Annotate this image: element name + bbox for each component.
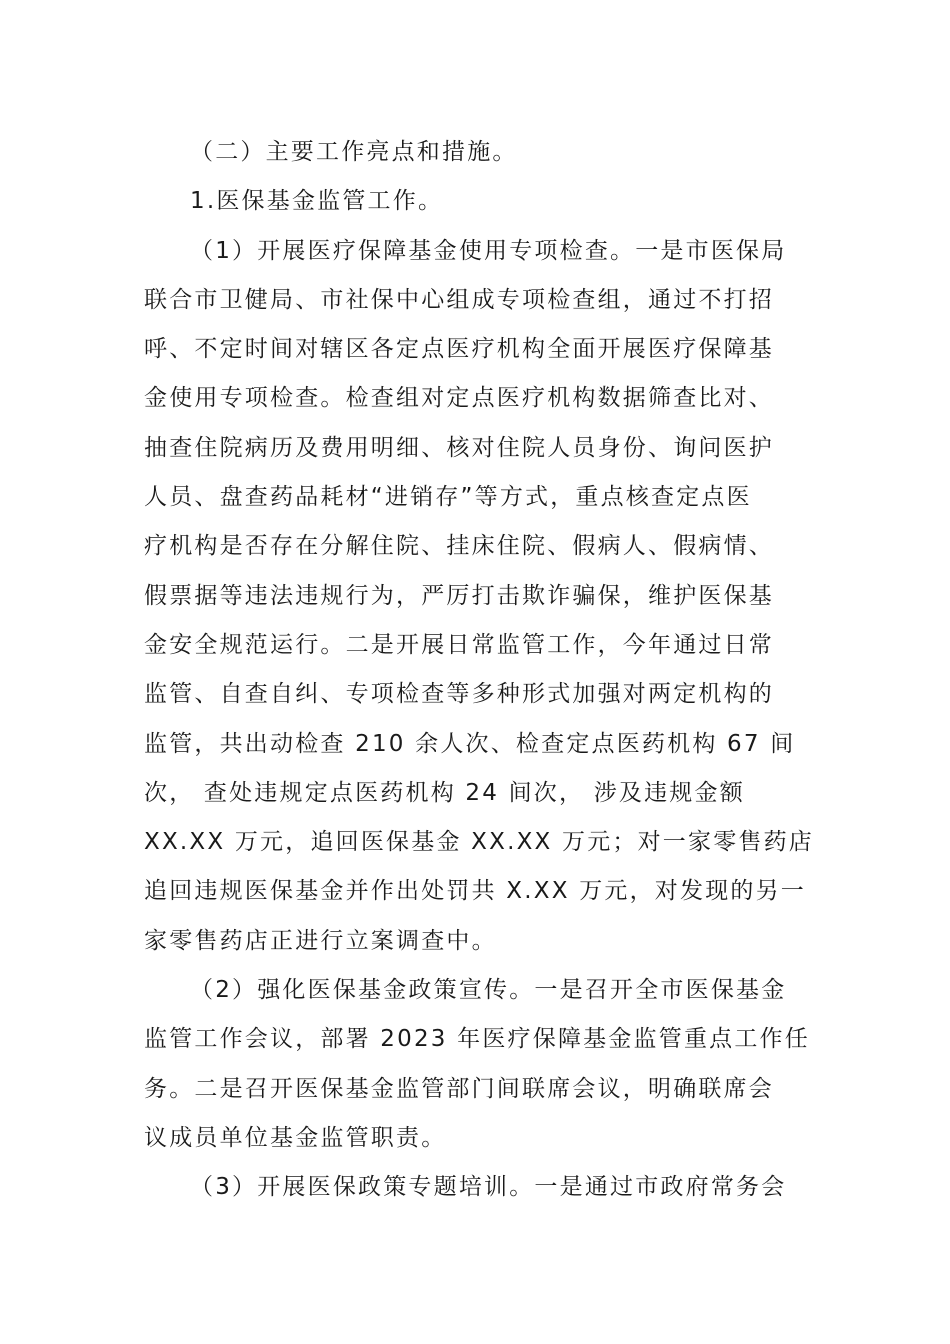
paragraph-line: （1）开展医疗保障基金使用专项检查。一是市医保局 bbox=[190, 237, 787, 264]
paragraph-line: 监管工作会议，部署 2023 年医疗保障基金监管重点工作任 bbox=[144, 1026, 810, 1053]
document-body bbox=[144, 128, 815, 1213]
paragraph-line: 议成员单位基金监管职责。 bbox=[144, 1124, 447, 1151]
paragraph-line: 疗机构是否存在分解住院、挂床住院、假病人、假病情、 bbox=[144, 533, 774, 560]
paragraph-line: 家零售药店正进行立案调查中。 bbox=[144, 927, 497, 954]
paragraph-line: 次， 查处违规定点医药机构 24 间次， 涉及违规金额 bbox=[144, 779, 745, 806]
paragraph-line: 务。二是召开医保基金监管部门间联席会议，明确联席会 bbox=[144, 1075, 774, 1102]
paragraph-line: （3）开展医保政策专题培训。一是通过市政府常务会 bbox=[190, 1174, 787, 1201]
paragraph-line: 假票据等违法违规行为，严厉打击欺诈骗保，维护医保基 bbox=[144, 582, 774, 609]
paragraph-line: 呼、不定时间对辖区各定点医疗机构全面开展医疗保障基 bbox=[144, 336, 774, 363]
section-heading-text: （二）主要工作亮点和措施。 bbox=[190, 139, 518, 165]
paragraph-line: XX.XX 万元，追回医保基金 XX.XX 万元；对一家零售药店 bbox=[144, 829, 815, 856]
paragraph-2 bbox=[144, 966, 810, 1163]
item-heading bbox=[144, 177, 810, 226]
paragraph-3 bbox=[144, 1163, 810, 1212]
paragraph-line: 联合市卫健局、市社保中心组成专项检查组，通过不打招 bbox=[144, 286, 774, 313]
paragraph-line: 抽查住院病历及费用明细、核对住院人员身份、询问医护 bbox=[144, 434, 774, 461]
paragraph-line: （2）强化医保基金政策宣传。一是召开全市医保基金 bbox=[190, 977, 787, 1004]
item-heading-text: 1.医保基金监管工作。 bbox=[190, 188, 444, 215]
paragraph-line: 监管，共出动检查 210 余人次、检查定点医药机构 67 间 bbox=[144, 730, 796, 757]
paragraph-line: 金安全规范运行。二是开展日常监管工作，今年通过日常 bbox=[144, 631, 774, 658]
paragraph-line: 监管、自查自纠、专项检查等多种形式加强对两定机构的 bbox=[144, 681, 774, 708]
paragraph-1 bbox=[144, 227, 815, 966]
paragraph-line: 人员、盘查药品耗材“进销存”等方式，重点核查定点医 bbox=[144, 484, 752, 511]
paragraph-line: 追回违规医保基金并作出处罚共 X.XX 万元，对发现的另一 bbox=[144, 878, 807, 905]
paragraph-line: 金使用专项检查。检查组对定点医疗机构数据筛查比对、 bbox=[144, 385, 774, 412]
section-heading bbox=[144, 128, 810, 177]
